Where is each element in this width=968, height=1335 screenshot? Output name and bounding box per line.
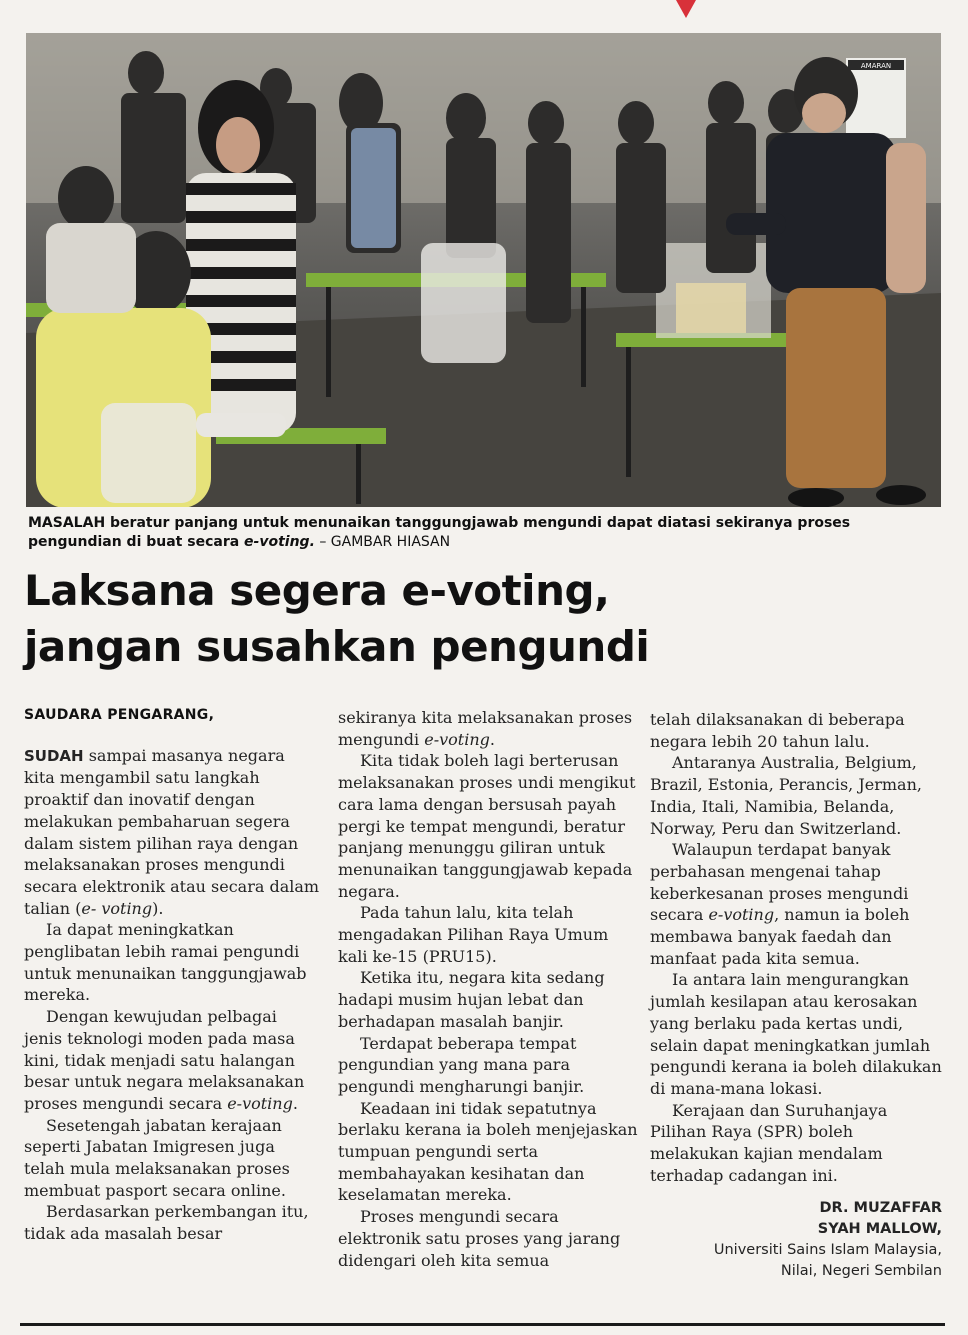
col2-paragraph-4: Ketika itu, negara kita sedang hadapi musim hujan lebat dan berhadapan masalah banjir. (338, 968, 605, 1031)
author-name-line-2: SYAH MALLOW, (817, 1221, 942, 1238)
col3-paragraph-5: Kerajaan dan Suruhanjaya Pilihan Raya (SPR) boleh melakukan kajian mendalam terhadap cadangan ini. (650, 1100, 888, 1185)
col2-paragraph-7: Proses mengundi secara elektronik satu proses yang jarang didengari oleh kita semua (338, 1207, 621, 1270)
col2-paragraph-1-end: . (489, 729, 495, 749)
col3-paragraph-2: Antaranya Australia, Belgium, Brazil, Estonia, Perancis, Jerman, India, Itali, Namibia, Belanda, Norway, Peru dan Switzerland. (650, 753, 922, 838)
caption-main-text: MASALAH beratur panjang untuk menunaikan tanggungjawab mengundi dapat diatasi sekiranya proses pengundian di buat secara (28, 515, 851, 550)
paragraph-3-text: Dengan kewujudan pelbagai jenis teknologi moden pada masa kini, tidak menjadi satu halangan besar untuk negara melaksanakan proses mengundi secara (24, 1007, 305, 1113)
headline-line-2: jangan susahkan pengundi (24, 622, 650, 671)
col2-paragraph-5: Terdapat beberapa tempat pengundian yang mana para pengundi mengharungi banjir. (338, 1033, 585, 1096)
col3-paragraph-1: telah dilaksanakan di beberapa negara lebih 20 tahun lalu. (650, 710, 905, 751)
col2-paragraph-6: Keadaan ini tidak sepatutnya berlaku kerana ia boleh menjejaskan tumpuan pengundi serta membahayakan kesihatan dan keselamatan mereka. (338, 1098, 638, 1205)
news-photo (26, 33, 941, 507)
lead-word: SUDAH (24, 746, 84, 765)
paragraph-3 (24, 1006, 320, 1115)
headline (24, 563, 944, 675)
bottom-divider (20, 1323, 945, 1326)
col3-paragraph-4: Ia antara lain mengurangkan jumlah kesilapan atau kerosakan yang berlaku pada kertas undi, selain dapat meningkatkan jumlah pengundi kerana ia boleh dilakukan di mana-mana lokasi. (650, 970, 942, 1098)
article-column-3 (650, 709, 942, 1282)
photo-caption (28, 514, 928, 552)
paragraph-1-italic: e- voting (81, 898, 153, 918)
col2-paragraph-1-text: sekiranya kita melaksanakan proses mengundi (338, 708, 633, 749)
paragraph-1-end: ). (152, 898, 164, 918)
caption-italic-term: e-voting. (244, 534, 315, 550)
col2-paragraph-3: Pada tahun lalu, kita telah mengadakan Pilihan Raya Umum kali ke-15 (PRU15). (338, 903, 609, 966)
author-affiliation-line-1: Universiti Sains Islam Malaysia, (713, 1242, 942, 1259)
col2-paragraph-1-italic: e-voting (424, 729, 490, 749)
col3-paragraph-3-end: , namun ia boleh membawa banyak faedah dan manfaat pada kita semua. (650, 905, 910, 968)
headline-line-1: Laksana segera e-voting, (24, 566, 610, 615)
polling-station-photo (26, 33, 941, 507)
paragraph-4: Sesetengah jabatan kerajaan seperti Jabatan Imigresen juga telah mula melaksanakan proses membuat pasport secara online. (24, 1115, 290, 1200)
salutation: SAUDARA PENGARANG, (24, 707, 215, 723)
article-column-1 (24, 705, 320, 1245)
caption-credit: – GAMBAR HIASAN (314, 534, 451, 550)
author-name-line-1: DR. MUZAFFAR (819, 1200, 942, 1217)
col2-paragraph-1 (338, 707, 638, 750)
paragraph-3-end: . (292, 1093, 298, 1113)
paragraph-1 (24, 745, 320, 920)
col3-paragraph-3-italic: e-voting (708, 905, 775, 925)
col2-paragraph-2: Kita tidak boleh lagi berterusan melaksanakan proses undi mengikut cara lama dengan bersusah payah pergi ke tempat mengundi, beratur panjang menunggu giliran untuk menunaikan tanggungjawab kepada negara. (338, 751, 636, 901)
paragraph-3-italic: e-voting (227, 1093, 293, 1113)
warning-sign-text: AMARAN (860, 62, 892, 70)
paragraph-1-text: sampai masanya negara kita mengambil satu langkah proaktif dan inovatif dengan melakukan pembaharuan segera dalam sistem pilihan raya dengan melaksanakan proses mengundi secara elektronik atau secara dalam talian ( (24, 745, 320, 918)
author-signature (650, 1198, 942, 1282)
paragraph-5: Berdasarkan perkembangan itu, tidak ada masalah besar (24, 1202, 309, 1244)
red-corner-marker (676, 0, 696, 18)
article-column-2 (338, 707, 638, 1271)
col3-paragraph-3-text: Walaupun terdapat banyak perbahasan mengenai tahap keberkesanan proses mengundi secara (650, 840, 909, 925)
paragraph-2: Ia dapat meningkatkan penglibatan lebih ramai pengundi untuk menunaikan tanggungjawab mereka. (24, 920, 307, 1005)
author-affiliation-line-2: Nilai, Negeri Sembilan (780, 1263, 942, 1280)
col3-paragraph-3 (650, 839, 942, 969)
